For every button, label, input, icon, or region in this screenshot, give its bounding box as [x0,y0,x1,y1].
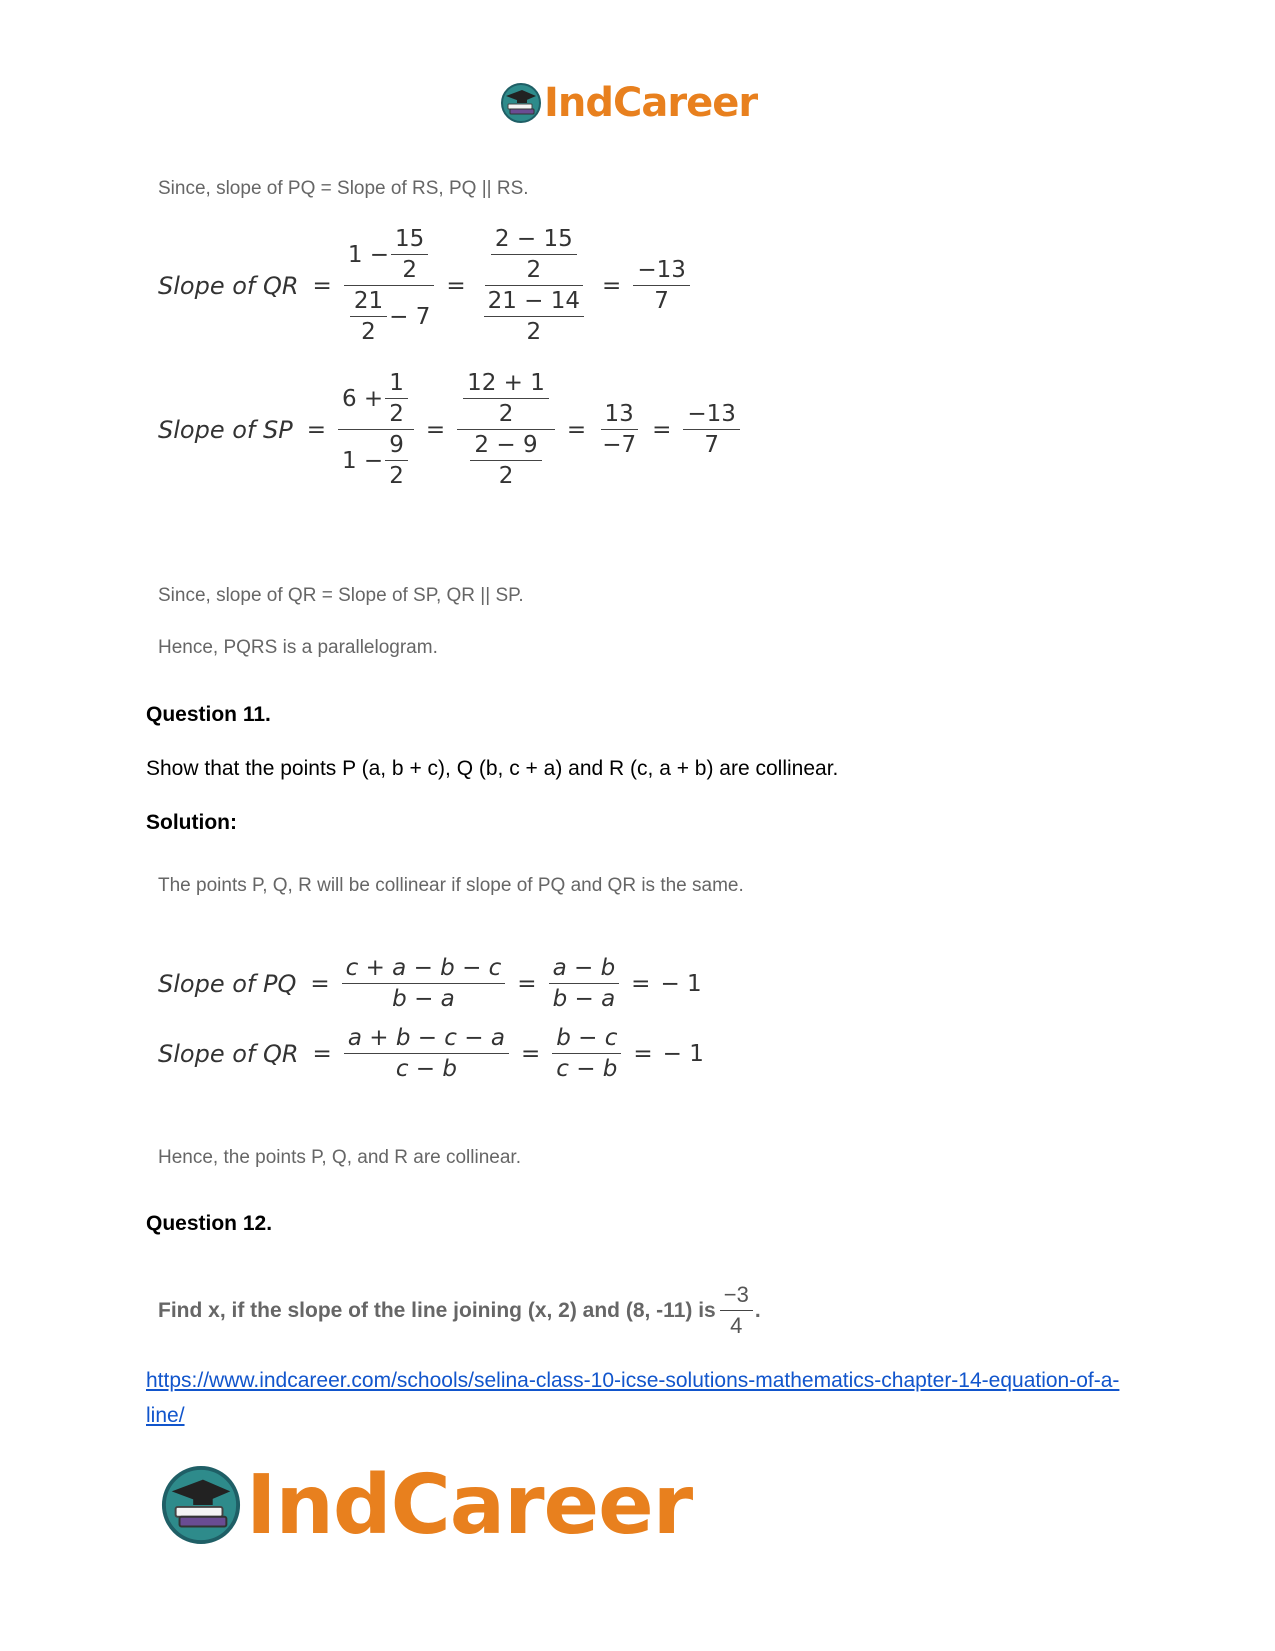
math-text: c − b [395,1056,457,1082]
graduation-cap-books-icon [160,1464,242,1546]
collinear-conclusion: Hence, the points P, Q, and R are collinear. [158,1147,521,1168]
math-text: −13 [683,401,740,430]
since-pq-rs-text: Since, slope of PQ = Slope of RS, PQ || RS. [158,178,529,199]
question-12-text [158,1282,761,1339]
math-text: 2 [526,319,542,345]
math-text: 2 [389,463,404,489]
math-text: 7 [704,432,719,458]
equation-label: Slope of QR [158,1039,299,1068]
math-text: −3 [720,1282,753,1311]
math-text: c − b [556,1056,618,1082]
equation-label: Slope of PQ [158,969,297,998]
equation-slope-qr: Slope of QR = 1 − $\frac{15}{2}$ $\frac{21}{2}$ − 7 = $\frac{\frac{2 - 15}{2}}{\frac{21 - 14}{2}}$ = $\frac{-13}{7}$ [158,226,692,345]
math-text: 13 [601,401,638,430]
equation-label: Slope of SP [158,415,293,444]
math-text: b − c [552,1025,621,1054]
math-text: 1 − [341,447,384,474]
fraction [549,955,620,1012]
fraction [720,1282,753,1339]
math-text: − 7 [389,303,431,330]
question-12-sentence: Find x, if the slope of the line joining (x, 2) and (8, -11) is [158,1298,716,1322]
fraction [344,226,435,345]
footer-logo [160,1457,693,1553]
math-text: 7 [654,288,669,314]
math-text: 2 − 9 [470,432,541,461]
question-12-heading: Question 12. [146,1212,273,1235]
math-text: 15 [391,226,428,255]
since-qr-sp-text: Since, slope of QR = Slope of SP, QR || SP. [158,585,524,606]
fraction [598,401,640,458]
fraction [457,370,555,489]
fraction [342,955,506,1012]
math-text: −7 [602,432,637,458]
fraction [683,401,740,458]
fraction [478,226,590,345]
math-text: 12 + 1 [463,370,549,399]
equation-label: Slope of QR [158,271,299,300]
brand-name: IndCareer [544,80,758,126]
math-text: 2 [498,401,514,427]
math-text: 2 − 15 [491,226,577,255]
math-text: a − b [549,955,620,984]
math-text: 2 [498,463,514,489]
equation-slope-sp: Slope of SP = 6 + $\frac{1}{2}$ 1 − $\frac{9}{2}$ = $\frac{\frac{12 + 1}{2}}{\frac{2 - 9}{2}}$ = $\frac{13}{-7}$ = $\frac{-13}{7}$ [158,370,742,489]
math-text: − 1 [662,1040,704,1067]
math-text: − 1 [660,970,702,997]
math-text: −13 [633,257,690,286]
math-text: a + b − c − a [344,1025,509,1054]
header-logo [500,78,757,128]
fraction [633,257,690,314]
math-text: 21 − 14 [484,288,584,317]
math-text: b − a [552,986,616,1012]
brand-name: IndCareer [246,1457,693,1553]
solution-label: Solution: [146,811,237,834]
math-text: 6 + [341,385,384,412]
math-text: 1 − [347,241,390,268]
question-11-text: Show that the points P (a, b + c), Q (b, c + a) and R (c, a + b) are collinear. [146,757,839,780]
math-text: b − a [392,986,455,1012]
math-text: 21 [350,288,387,317]
fraction [552,1025,621,1082]
math-text: 9 [385,432,408,461]
math-text: 2 [402,257,417,283]
fraction [344,1025,509,1082]
parallelogram-conclusion: Hence, PQRS is a parallelogram. [158,637,438,658]
equation-slope-qr-2: Slope of QR = $\frac{a + b - c - a}{c - b}$ = $\frac{b - c}{c - b}$ = − 1 [158,1025,704,1082]
math-text: 4 [730,1313,743,1338]
period: . [754,1298,761,1322]
graduation-cap-books-icon [500,82,542,124]
fraction [338,370,414,489]
source-link[interactable]: https://www.indcareer.com/schools/selina-class-10-icse-solutions-mathematics-chapter-14-equation-of-a-line/ [146,1369,1120,1427]
math-text: 1 [385,370,408,399]
collinear-intro: The points P, Q, R will be collinear if slope of PQ and QR is the same. [158,875,744,896]
math-text: 2 [361,319,376,345]
math-text: 2 [526,257,542,283]
equation-slope-pq: Slope of PQ = $\frac{c + a - b - c}{b - a}$ = $\frac{a - b}{b - a}$ = − 1 [158,955,702,1012]
math-text: 2 [389,401,404,427]
math-text: c + a − b − c [342,955,506,984]
question-11-heading: Question 11. [146,703,271,726]
